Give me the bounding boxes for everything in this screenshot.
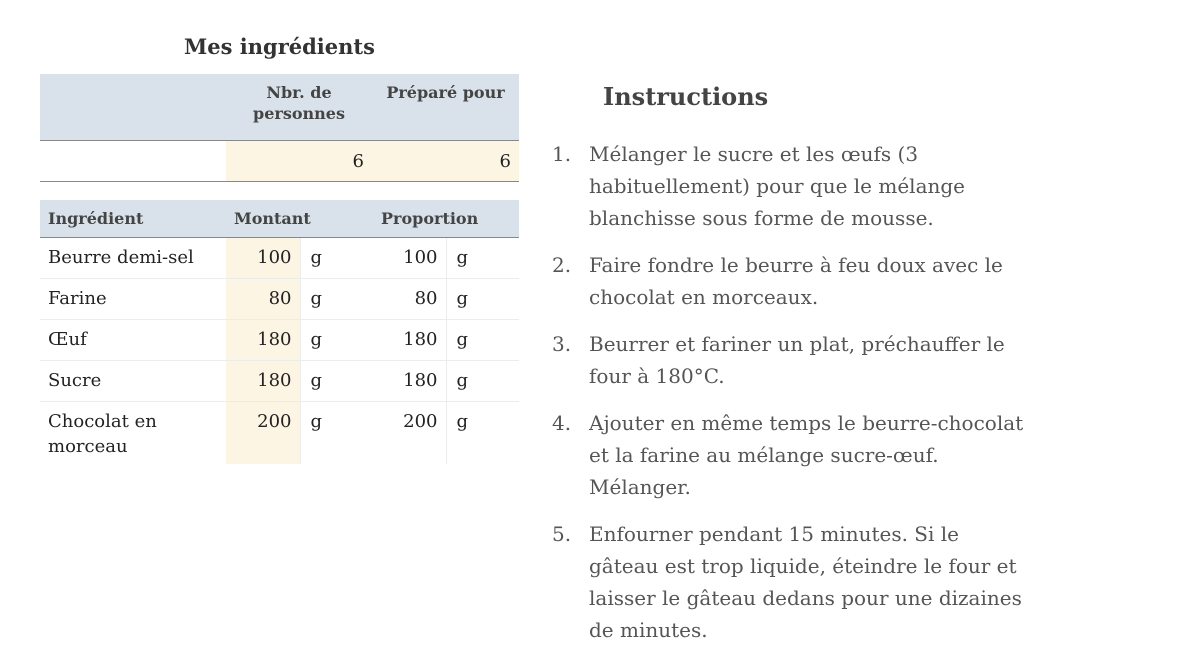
proportion-unit: g <box>456 411 469 432</box>
amount-value[interactable]: 180 <box>226 361 300 402</box>
header-amount: Montant <box>226 200 373 238</box>
instructions-list <box>552 138 1032 661</box>
servings-header-prepared-for: Préparé pour <box>372 74 519 141</box>
table-row <box>40 279 519 320</box>
header-proportion: Proportion <box>373 200 519 238</box>
servings-persons-value[interactable]: 6 <box>226 141 372 182</box>
table-row <box>40 320 519 361</box>
proportion-unit: g <box>446 238 519 279</box>
amount-unit: g <box>300 361 373 402</box>
ingredient-name: Beurre demi-sel <box>40 238 226 279</box>
servings-header-blank <box>40 74 226 141</box>
table-row <box>40 361 519 402</box>
step-text: Ajouter en même temps le beurre-chocolat et la farine au mélange sucre-œuf. Mélanger. <box>589 411 1024 499</box>
ingredients-table <box>40 200 519 464</box>
amount-unit: g <box>310 411 323 432</box>
step-number: 1. <box>552 142 572 166</box>
ingredient-name: Farine <box>40 279 226 320</box>
amount-value[interactable]: 180 <box>226 320 300 361</box>
amount-unit: g <box>300 279 373 320</box>
proportion-unit: g <box>446 320 519 361</box>
step-number: 2. <box>552 253 572 277</box>
proportion-value: 100 <box>373 238 446 279</box>
header-ingredient: Ingrédient <box>40 200 226 238</box>
ingredient-name: Œuf <box>40 320 226 361</box>
instructions-title: Instructions <box>603 82 769 111</box>
table-row <box>40 238 519 279</box>
step-text: Beurrer et fariner un plat, préchauffer le four à 180°C. <box>589 332 1005 388</box>
proportion-value: 180 <box>373 320 446 361</box>
amount-unit: g <box>300 238 373 279</box>
list-item <box>552 328 1032 392</box>
step-number: 3. <box>552 332 572 356</box>
proportion-value: 180 <box>373 361 446 402</box>
ingredients-title: Mes ingrédients <box>184 34 375 59</box>
step-text: Mélanger le sucre et les œufs (3 habituellement) pour que le mélange blanchisse sous forme de mousse. <box>589 142 966 230</box>
servings-prepared-for-value[interactable]: 6 <box>372 141 519 182</box>
servings-header-row <box>40 74 519 141</box>
ingredient-name: Chocolat en morceau <box>48 411 157 457</box>
list-item <box>552 138 1032 234</box>
list-item <box>552 407 1032 503</box>
proportion-value: 200 <box>373 402 446 465</box>
ingredients-header-row <box>40 200 519 238</box>
step-number: 5. <box>552 522 572 546</box>
list-item <box>552 249 1032 313</box>
step-number: 4. <box>552 411 572 435</box>
servings-table <box>40 74 519 182</box>
ingredient-name: Sucre <box>40 361 226 402</box>
amount-unit: g <box>300 320 373 361</box>
proportion-unit: g <box>446 361 519 402</box>
amount-value[interactable]: 80 <box>226 279 300 320</box>
amount-value[interactable]: 200 <box>226 402 300 465</box>
proportion-value: 80 <box>373 279 446 320</box>
servings-value-blank <box>40 141 226 182</box>
proportion-unit: g <box>446 279 519 320</box>
list-item <box>552 518 1032 646</box>
servings-value-row <box>40 141 519 182</box>
table-row <box>40 402 519 465</box>
step-text: Faire fondre le beurre à feu doux avec le chocolat en morceaux. <box>589 253 1003 309</box>
step-text: Enfourner pendant 15 minutes. Si le gâteau est trop liquide, éteindre le four et laisser le gâteau dedans pour une dizaines de minutes. <box>589 522 1022 642</box>
amount-value[interactable]: 100 <box>226 238 300 279</box>
servings-header-persons: Nbr. de personnes <box>226 74 372 141</box>
